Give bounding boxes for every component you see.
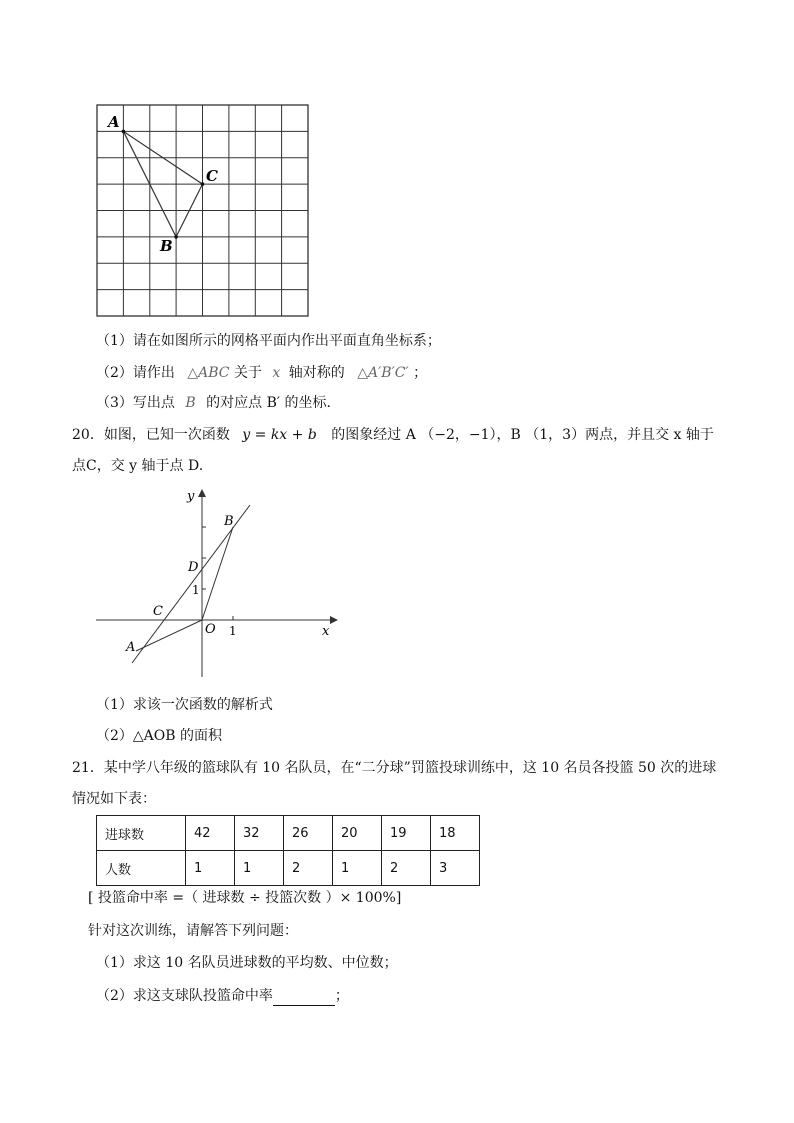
q21-sub2-end: ； (334, 988, 349, 1004)
q20-sub2: （2）△AOB 的面积 (96, 728, 222, 744)
table-cell: 20 (333, 816, 382, 851)
graph-point-b: B (224, 514, 234, 529)
q19-sub2-triangle: △ABC (187, 365, 230, 381)
table-cell: 1 (333, 851, 382, 886)
x-axis-arrow (330, 616, 338, 624)
point-a-label: A (108, 113, 120, 131)
q19-sub3-end: 的对应点 B′ 的坐标. (206, 395, 331, 411)
graph-point-d: D (188, 560, 199, 575)
table-cell: 18 (431, 816, 480, 851)
segment-ob (202, 527, 233, 620)
q21-intro: 针对这次训练，请解答下列问题： (88, 923, 298, 939)
answer-blank[interactable] (273, 991, 335, 1006)
graph-point-a: A (126, 640, 136, 655)
table-row (97, 816, 480, 851)
q19-sub2-about: 关于 (233, 365, 262, 381)
table-cell: 42 (186, 816, 235, 851)
q19-sub2-prefix: （2）请作出 (96, 365, 175, 381)
q20-line1 (72, 425, 714, 445)
q21-sub2-text: （2）求这支球队投篮命中率 (96, 988, 273, 1004)
point-c-label: C (206, 167, 218, 185)
q20-line2: 点C，交 y 轴于点 D. (72, 458, 204, 474)
q19-sub3-b: B (185, 395, 196, 411)
table-cell: 1 (235, 851, 284, 886)
table-cell: 3 (431, 851, 480, 886)
graph-origin-label: O (205, 622, 216, 637)
grid-lines (97, 105, 308, 316)
q19-sub2-triangle-prime: △A′B′C′ (357, 365, 409, 381)
q20-equation: y = kx + b (242, 427, 317, 443)
table-cell: 32 (235, 816, 284, 851)
q21-line2: 情况如下表： (72, 791, 156, 807)
grid-triangle-figure (90, 98, 320, 323)
graph-y-tick-1: 1 (192, 583, 200, 597)
graph-x-label: x (322, 624, 330, 639)
segment-oa (136, 620, 202, 651)
table-cell: 19 (382, 816, 431, 851)
graph-y-label: y (187, 489, 195, 504)
q19-sub2-axis-sym: 轴对称的 (288, 365, 345, 381)
q19-sub2-end: ； (413, 365, 428, 381)
y-axis-arrow (198, 489, 206, 497)
q20-sub1: （1）求该一次函数的解析式 (96, 697, 273, 713)
table-row (97, 851, 480, 886)
point-b-label: B (160, 237, 173, 255)
q21-formula: [ 投篮命中率 =（ 进球数 ÷ 投篮次数 ）× 100%] (88, 890, 402, 906)
graph-x-tick-1: 1 (229, 624, 237, 638)
table-cell: 1 (186, 851, 235, 886)
q19-sub1: （1）请在如图所示的网格平面内作出平面直角坐标系； (96, 333, 441, 349)
graph-point-c: C (153, 604, 163, 619)
table-cell: 26 (284, 816, 333, 851)
linear-function-graph (90, 485, 340, 680)
table-header-people: 人数 (97, 851, 186, 886)
q19-sub3 (96, 393, 331, 413)
q21-sub2 (96, 986, 349, 1006)
q19-sub2 (96, 363, 427, 383)
q19-sub2-x: x (272, 365, 281, 381)
table-cell: 2 (382, 851, 431, 886)
q21-line1: 21．某中学八年级的篮球队有 10 名队员，在“二分球”罚篮投球训练中，这 10 名员各投篮 50 次的进球 (72, 760, 717, 776)
q20-line1-b: 的图象经过 A （−2，−1），B （1，3）两点，并且交 x 轴于 (331, 427, 714, 443)
q21-sub1: （1）求这 10 名队员进球数的平均数、中位数； (96, 955, 398, 971)
q20-line1-a: 20．如图，已知一次函数 (72, 427, 230, 443)
q19-sub3-prefix: （3）写出点 (96, 395, 175, 411)
table-cell: 2 (284, 851, 333, 886)
goals-table (96, 815, 480, 886)
table-header-goals: 进球数 (97, 816, 186, 851)
